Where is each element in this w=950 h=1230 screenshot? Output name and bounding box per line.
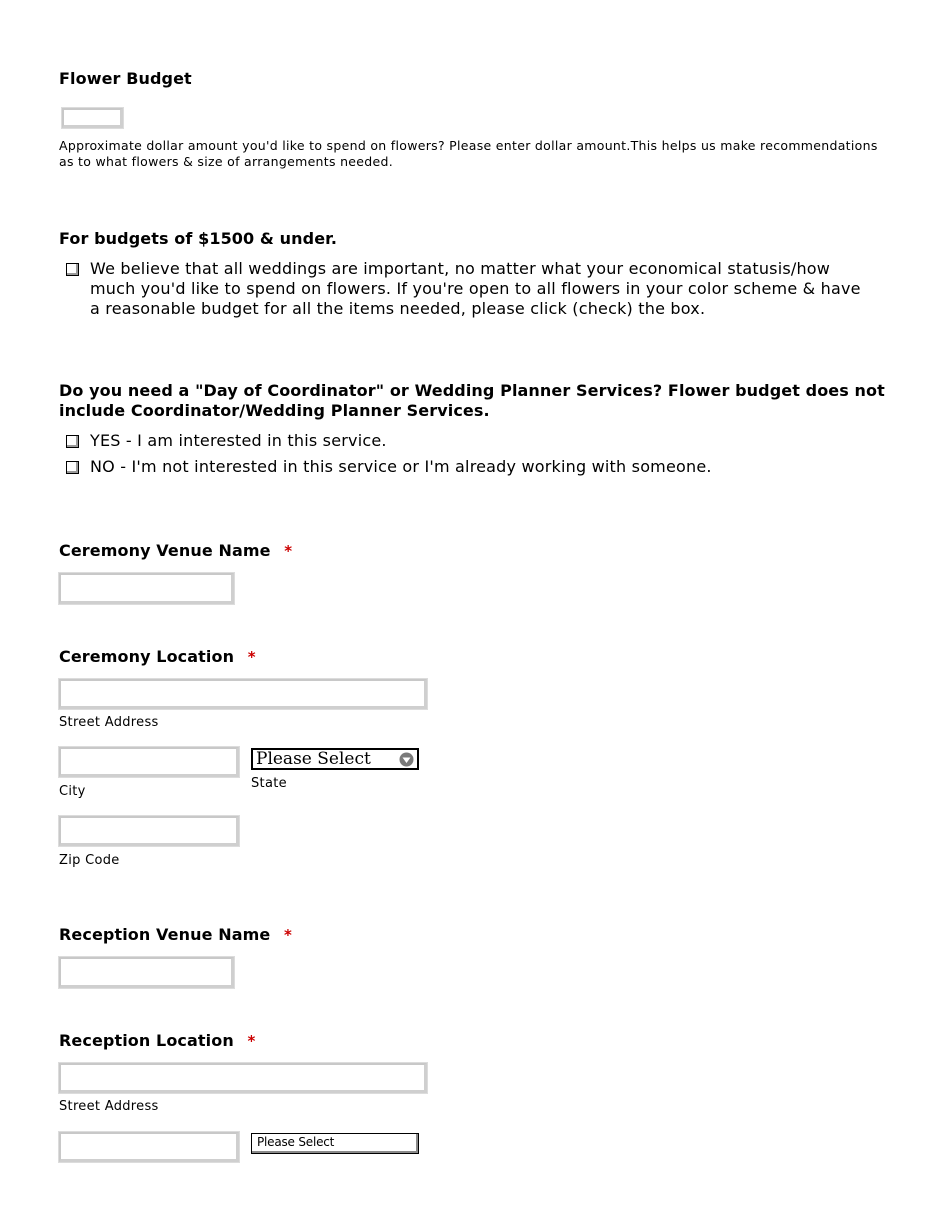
budget-under-option-text: We believe that all weddings are important, no matter what your economical statusis/how much you'd like to spend on flowers. If you're open to all flowers in your color scheme & have a reasonable budget for all the items needed, please click (check) the box. bbox=[90, 259, 861, 318]
ceremony-location-label bbox=[59, 647, 256, 666]
ceremony-state-label: State bbox=[251, 776, 287, 791]
ceremony-state-select[interactable] bbox=[251, 748, 419, 770]
reception-state-select-value: Please Select bbox=[257, 1135, 335, 1149]
ceremony-street-input[interactable] bbox=[59, 679, 427, 709]
budget-under-label: For budgets of $1500 & under. bbox=[59, 229, 338, 248]
coordinator-label: Do you need a "Day of Coordinator" or Wedding Planner Services? Flower budget does not include Coordinator/Wedding Planner Services. bbox=[59, 381, 885, 420]
reception-street-label: Street Address bbox=[59, 1099, 159, 1114]
reception-location-label-text: Reception Location bbox=[59, 1031, 234, 1050]
reception-street-input[interactable] bbox=[59, 1063, 427, 1093]
reception-state-select[interactable] bbox=[251, 1133, 419, 1154]
flower-budget-label: Flower Budget bbox=[59, 69, 192, 88]
ceremony-state-select-value: Please Select bbox=[256, 749, 371, 769]
ceremony-zip-label: Zip Code bbox=[59, 853, 120, 868]
coordinator-yes-checkbox[interactable] bbox=[66, 435, 79, 448]
coordinator-yes-text: YES - I am interested in this service. bbox=[90, 431, 387, 450]
reception-venue-input[interactable] bbox=[59, 957, 234, 988]
reception-venue-label-text: Reception Venue Name bbox=[59, 925, 271, 944]
required-asterisk: * bbox=[247, 1032, 256, 1050]
coordinator-no-checkbox[interactable] bbox=[66, 461, 79, 474]
reception-location-label bbox=[59, 1031, 255, 1050]
reception-venue-label bbox=[59, 925, 292, 944]
required-asterisk: * bbox=[284, 542, 293, 560]
ceremony-venue-label bbox=[59, 541, 292, 560]
flower-budget-help: Approximate dollar amount you'd like to spend on flowers? Please enter dollar amount.This helps us make recommendations as to what flowers & size of arrangements needed. bbox=[59, 138, 878, 169]
ceremony-street-label: Street Address bbox=[59, 715, 159, 730]
ceremony-location-label-text: Ceremony Location bbox=[59, 647, 235, 666]
ceremony-venue-label-text: Ceremony Venue Name bbox=[59, 541, 271, 560]
required-asterisk: * bbox=[247, 648, 256, 666]
flower-budget-input[interactable] bbox=[62, 108, 123, 128]
chevron-down-icon bbox=[399, 752, 414, 767]
required-asterisk: * bbox=[284, 926, 292, 944]
reception-city-input[interactable] bbox=[59, 1132, 239, 1162]
ceremony-venue-input[interactable] bbox=[59, 573, 234, 604]
budget-under-checkbox[interactable] bbox=[66, 263, 79, 276]
ceremony-city-label: City bbox=[59, 784, 86, 799]
coordinator-no-text: NO - I'm not interested in this service or I'm already working with someone. bbox=[90, 457, 712, 476]
ceremony-zip-input[interactable] bbox=[59, 816, 239, 846]
ceremony-city-input[interactable] bbox=[59, 747, 239, 777]
